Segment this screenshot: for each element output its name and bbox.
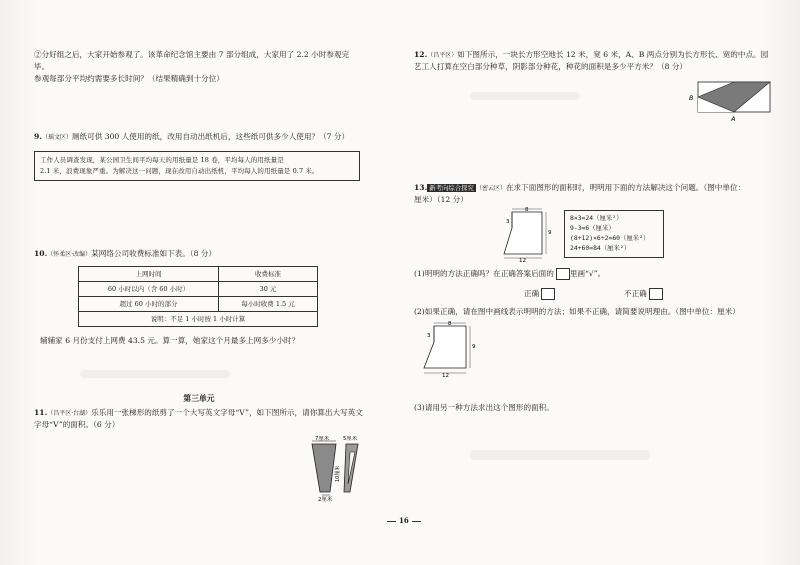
q11-number: 11. xyxy=(34,408,48,417)
bottom-dim-label: 2厘米 xyxy=(318,497,333,502)
top-right-dim-label: 5厘米 xyxy=(343,436,358,442)
q12-number: 12. xyxy=(414,50,428,59)
q10-question: 辅辅家 6 月份支付上网费 43.5 元。算一算，她家这个月最多上网多少小时？ xyxy=(40,335,300,345)
calculation-box xyxy=(564,210,664,258)
point-a-label: A xyxy=(731,115,736,122)
q9-info-box xyxy=(34,151,360,181)
calc-line: 9-3=6（厘米） xyxy=(570,223,615,232)
height-dim-label: 10厘米 xyxy=(335,465,341,482)
sample-checkbox xyxy=(556,268,570,280)
q12-line2: 艺工人打算在空白部分种草，阴影部分种花，种花的面积是多少平方米？（8 分） xyxy=(414,61,688,71)
point-b-label: B xyxy=(689,94,694,102)
correct-option xyxy=(524,288,555,300)
q8-line2: 参观每部分平均约需要多长时间？（结果精确到十分位） xyxy=(34,73,224,83)
q11-tag: （昌平区·台湖） xyxy=(47,410,92,417)
q13-part3: (3)请用另一种方法求出这个图形的面积。 xyxy=(414,403,554,412)
page-number xyxy=(384,516,424,527)
composite-shape-svg-2 xyxy=(422,320,486,378)
fig2-bottom-label: 12 xyxy=(442,373,449,378)
incorrect-label: 不正确 xyxy=(624,289,647,298)
calc-line: 24+60=84（厘米²） xyxy=(570,243,631,252)
q12-tag: （昌平区） xyxy=(427,52,458,59)
q8-line1: ②分好组之后，大家开始参观了。该革命纪念馆主要由 7 部分组成，大家用了 2.2 小时参观完毕。 xyxy=(34,50,350,71)
fig1-bottom-label: 12 xyxy=(519,258,526,262)
table-note: 说明：不足 1 小时按 1 小时计算 xyxy=(79,311,318,326)
unit-title: 第三单元 xyxy=(183,394,215,403)
q13-part1 xyxy=(414,268,774,280)
fig1-right-label: 9 xyxy=(548,230,552,236)
q11-line2: 字母“V”的面积。（6 分） xyxy=(34,419,120,429)
table-header: 收费标准 xyxy=(219,266,318,281)
incorrect-option xyxy=(624,288,663,300)
fig2-right-label: 9 xyxy=(472,344,476,350)
q13-part1-text: (1)明明的方法正确吗？在正确答案后面的 xyxy=(414,269,554,278)
composite-shape-figure-1 xyxy=(502,206,562,262)
question-9 xyxy=(34,131,364,181)
q13-line2: 厘米）（12 分） xyxy=(414,194,468,204)
incorrect-checkbox[interactable] xyxy=(649,288,663,300)
table-header: 上网时间 xyxy=(79,266,219,281)
composite-shape-svg-1 xyxy=(502,206,562,262)
page-number-text: 16 xyxy=(399,516,409,525)
table-cell: 每小时收费 1.5 元 xyxy=(219,296,318,311)
q9-text: 厕纸可供 300 人使用的纸，改用自动出纸机后，这些纸可供多少人使用？（7 分） xyxy=(71,132,350,141)
table-row xyxy=(79,296,318,311)
rectangle-figure-svg xyxy=(688,80,774,122)
q12-line1: 如下图所示，一块长方形空地长 12 米，宽 6 米，A、B 两点分别为长方形长、宽的中点。园 xyxy=(457,50,769,59)
calc-line: (8+12)×6÷2=60（厘米²） xyxy=(570,233,650,242)
v-figure-svg xyxy=(300,436,370,502)
question-10 xyxy=(34,248,364,347)
question-8-part-2 xyxy=(34,49,364,84)
table-row xyxy=(79,311,318,326)
question-13 xyxy=(414,182,774,206)
q13-number: 13. xyxy=(414,183,428,192)
table-header-row xyxy=(79,266,318,281)
table-cell: 60 小时以内（含 60 小时） xyxy=(79,281,219,296)
calc-line: 8×3=24（厘米²） xyxy=(570,214,623,222)
table-row xyxy=(79,281,318,296)
q10-tag: （怀柔区·改编） xyxy=(47,251,92,258)
composite-shape-figure-2 xyxy=(422,320,486,378)
v-letter-figure xyxy=(300,436,370,502)
correct-label: 正确 xyxy=(524,289,540,298)
rectangle-figure xyxy=(688,80,774,122)
question-12 xyxy=(414,49,769,73)
q13-highlight-badge: 新考向综合探究 xyxy=(429,184,474,192)
fig2-top-label: 8 xyxy=(448,321,452,327)
question-11 xyxy=(34,407,364,431)
top-left-dim-label: 7厘米 xyxy=(315,436,330,442)
q9-box-line1: 工作人员调查发现，某公园卫生间平均每天的用纸量是 18 卷，平均每人的用纸量是 xyxy=(40,155,284,164)
q11-line1: 乐乐用一张梯形的纸剪了一个大写英文字母“V”，如下图所示，请你算出大写英文 xyxy=(91,408,363,417)
q9-box-line2: 2.1 米，浪费现象严重。为解决这一问题，现在改用自动出纸机，平均每人的用纸量是 0.7 米。 xyxy=(40,166,319,175)
table-cell: 超过 60 小时的部分 xyxy=(79,296,219,311)
table-cell: 30 元 xyxy=(219,281,318,296)
q13-part1-end: 里画“√”。 xyxy=(569,269,606,278)
q13-line1: 在求下面图形的面积时，明明用下面的方法解决这个问题。（图中单位： xyxy=(505,183,746,192)
q13-tag: （密云区） xyxy=(475,185,506,192)
q9-tag: （瑶文区） xyxy=(41,134,72,141)
q13-part2: (2)如果正确，请在图中画线表示明明的方法；如果不正确，请简要说明理由。（图中单位：厘米） xyxy=(414,307,740,316)
fig2-left-label: 3 xyxy=(427,333,431,339)
q10-text: 某网络公司收费标准如下表。（8 分） xyxy=(91,249,217,258)
v-left-trapezoid xyxy=(312,444,336,492)
fee-table xyxy=(78,266,318,327)
fig1-left-label: 3 xyxy=(506,219,510,225)
composite-shape-outline xyxy=(504,212,542,254)
fig1-top-label: 8 xyxy=(525,207,529,213)
q10-number: 10. xyxy=(34,249,48,258)
correct-checkbox[interactable] xyxy=(541,288,555,300)
q9-number: 9. xyxy=(34,132,42,141)
